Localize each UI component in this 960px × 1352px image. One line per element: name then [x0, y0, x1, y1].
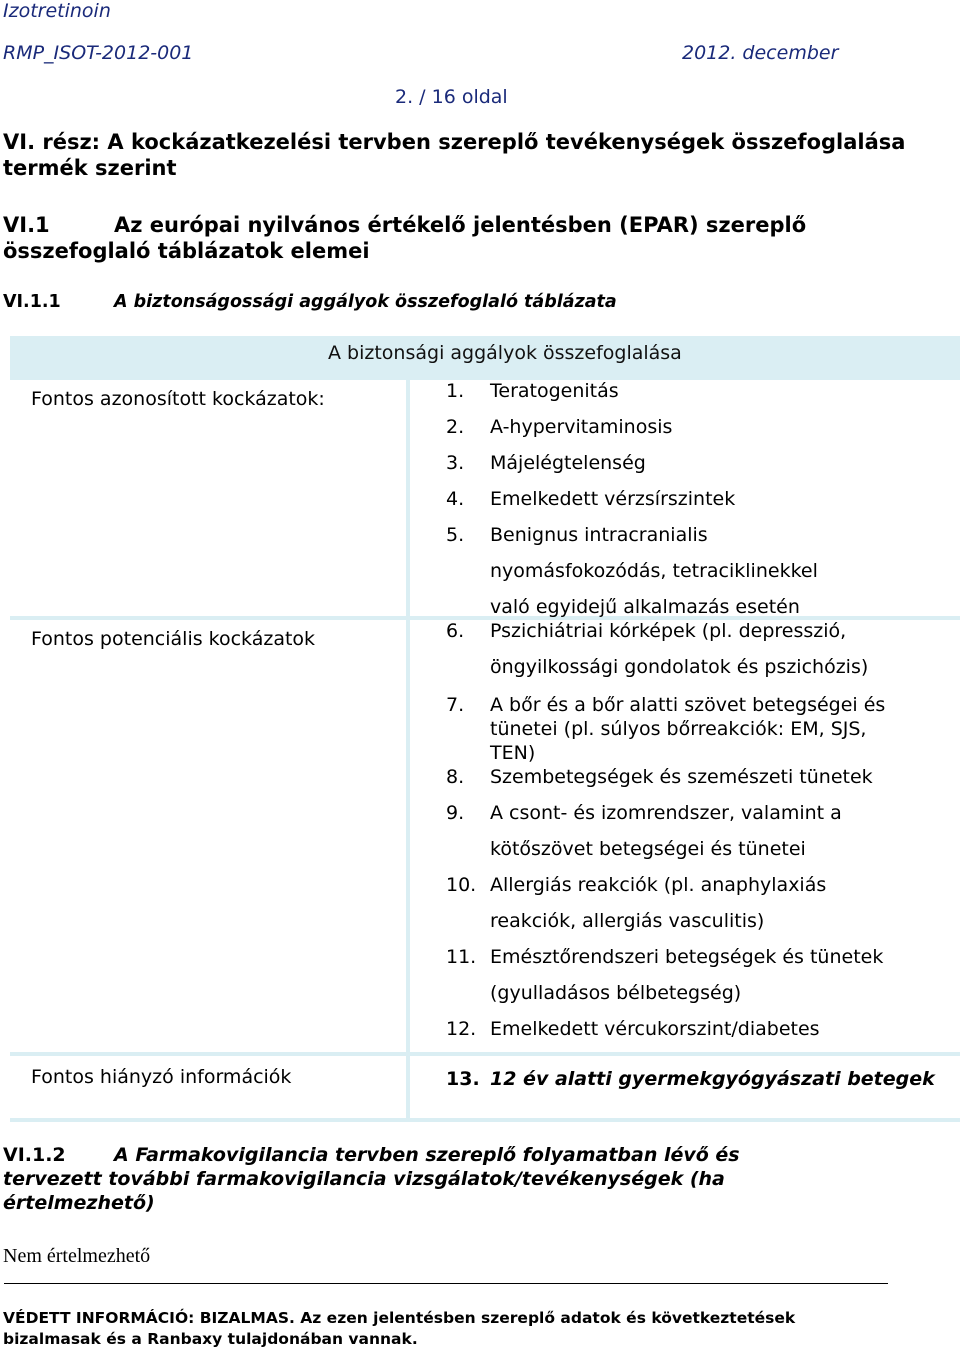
section2-title-line3: értelmezhető)	[3, 1192, 155, 1214]
risk-item-text: Teratogenitás	[490, 380, 619, 402]
footer-divider	[4, 1283, 888, 1284]
product-name: Izotretinoin	[3, 0, 111, 22]
risk-item-number: 9.	[446, 802, 465, 824]
row-label-potential-risks: Fontos potenciális kockázatok	[31, 628, 316, 650]
subsection-number: VI.1	[3, 213, 50, 237]
document-date: 2012. december	[682, 42, 839, 64]
risk-item-text: A bőr és a bőr alatti szövet betegségei és	[490, 694, 886, 716]
risk-item-number: 11.	[446, 946, 477, 968]
risk-item-text: TEN)	[490, 742, 536, 764]
risk-item-text: 12 év alatti gyermekgyógyászati betegek	[490, 1068, 935, 1090]
risk-item-number: 5.	[446, 524, 465, 546]
risk-item-number: 1.	[446, 380, 465, 402]
footer-line2: bizalmasak és a Ranbaxy tulajdonában vannak.	[3, 1330, 418, 1348]
cell-potential-risks-label	[10, 620, 406, 1052]
section2-number: VI.1.2	[3, 1144, 66, 1166]
risk-item-text: Májelégtelenség	[490, 452, 646, 474]
risk-item-number: 8.	[446, 766, 465, 788]
page-number: 2. / 16 oldal	[395, 86, 508, 108]
risk-item-number: 10.	[446, 874, 477, 896]
subsection-title-line2: összefoglaló táblázatok elemei	[3, 239, 370, 263]
risk-item-text: Allergiás reakciók (pl. anaphylaxiás	[490, 874, 827, 896]
risk-item-text: Emelkedett vércukorszint/diabetes	[490, 1018, 820, 1040]
section2-title-line2: tervezett további farmakovigilancia vizsgálatok/tevékenységek (ha	[3, 1168, 725, 1190]
risk-item-text: A csont- és izomrendszer, valamint a	[490, 802, 842, 824]
subsubsection-title: A biztonságossági aggályok összefoglaló táblázata	[114, 292, 617, 312]
risk-item-text: Benignus intracranialis	[490, 524, 708, 546]
section-title-line2: termék szerint	[3, 156, 177, 180]
risk-item-number: 2.	[446, 416, 465, 438]
risk-item-number: 6.	[446, 620, 465, 642]
risk-item-text: nyomásfokozódás, tetraciklinekkel	[490, 560, 818, 582]
risk-item-number: 7.	[446, 694, 465, 716]
risk-item-text: Pszichiátriai kórképek (pl. depresszió,	[490, 620, 847, 642]
section2-title-line1: A Farmakovigilancia tervben szereplő folyamatban lévő és	[114, 1144, 740, 1166]
safety-concerns-table	[10, 336, 960, 1122]
risk-item-number: 13.	[446, 1068, 480, 1090]
risk-item-text: tünetei (pl. súlyos bőrreakciók: EM, SJS,	[490, 718, 867, 740]
risk-item-number: 3.	[446, 452, 465, 474]
section2-body: Nem értelmezhető	[3, 1245, 151, 1267]
risk-item-text: Szembetegségek és szemészeti tünetek	[490, 766, 873, 788]
risk-item-text: való egyidejű alkalmazás esetén	[490, 596, 800, 618]
section-title-line1: VI. rész: A kockázatkezelési tervben szereplő tevékenységek összefoglalása	[3, 130, 906, 154]
risk-item-text: kötőszövet betegségei és tünetei	[490, 838, 806, 860]
cell-identified-risks-label	[10, 380, 406, 616]
footer-line1: VÉDETT INFORMÁCIÓ: BIZALMAS. Az ezen jelentésben szereplő adatok és következtetések	[3, 1309, 796, 1327]
risk-item-text: reakciók, allergiás vasculitis)	[490, 910, 765, 932]
document-id: RMP_ISOT-2012-001	[3, 42, 194, 64]
risk-item-text: A-hypervitaminosis	[490, 416, 673, 438]
risk-item-text: Emelkedett vérzsírszintek	[490, 488, 736, 510]
table-title: A biztonsági aggályok összefoglalása	[328, 342, 682, 364]
row-label-identified-risks: Fontos azonosított kockázatok:	[31, 388, 325, 410]
risk-item-number: 4.	[446, 488, 465, 510]
row-label-missing-information: Fontos hiányzó információk	[31, 1066, 292, 1088]
risk-item-text: Emésztőrendszeri betegségek és tünetek	[490, 946, 884, 968]
risk-item-text: (gyulladásos bélbetegség)	[490, 982, 742, 1004]
subsection-title-line1: Az európai nyilvános értékelő jelentésben (EPAR) szereplő	[114, 213, 807, 237]
risk-item-text: öngyilkossági gondolatok és pszichózis)	[490, 656, 869, 678]
subsubsection-number: VI.1.1	[3, 292, 61, 312]
risk-item-number: 12.	[446, 1018, 477, 1040]
